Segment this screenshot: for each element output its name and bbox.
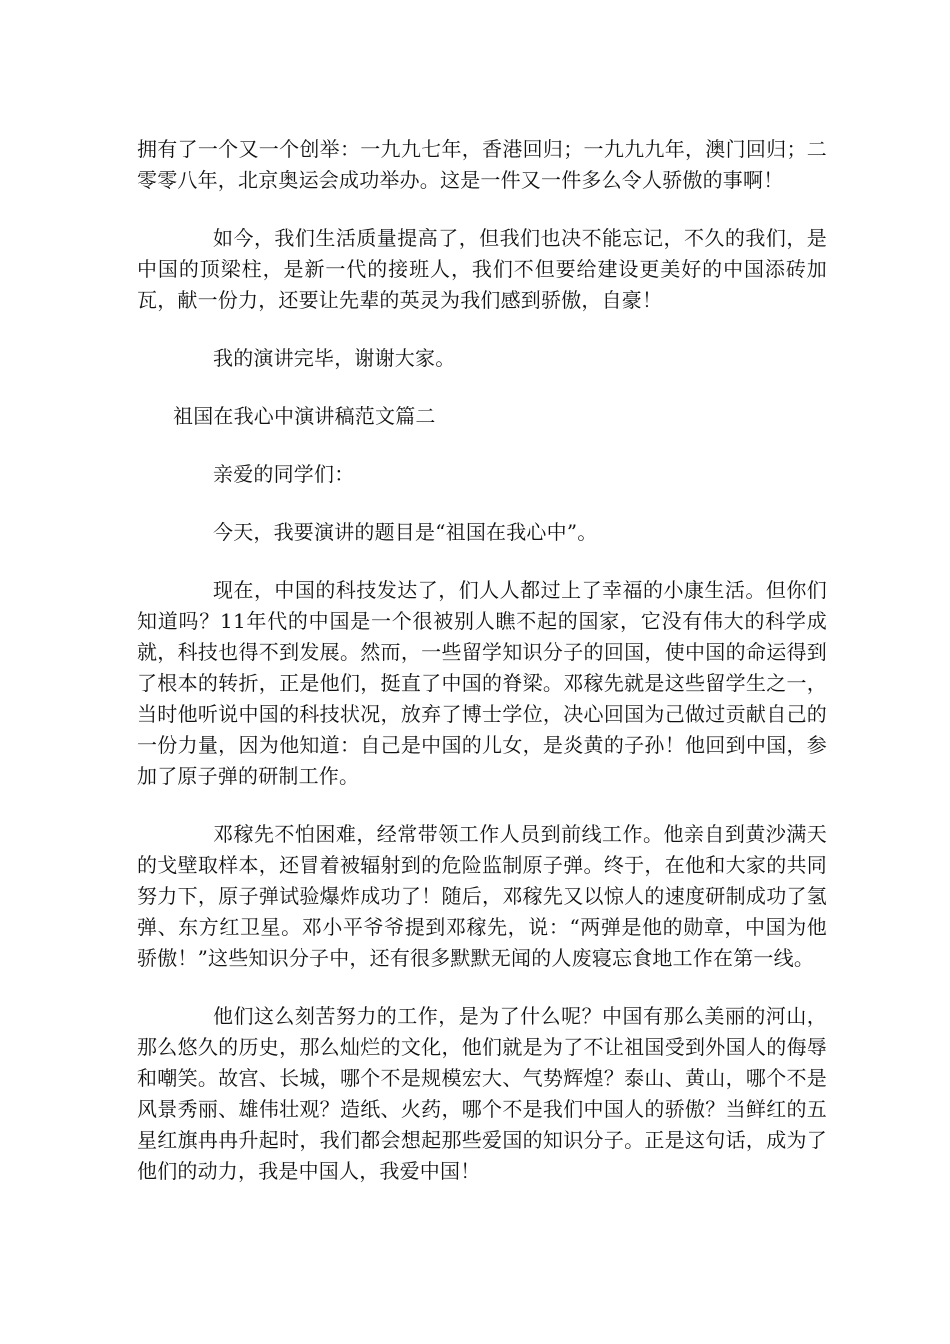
paragraph-2: 如今，我们生活质量提高了，但我们也决不能忘记，不久的我们，是中国的顶梁柱，是新一代的接班人，我们不但要给建设更美好的中国添砖加瓦，献一份力，还要让先辈的英灵为我们感到骄傲，自豪！: [137, 226, 827, 312]
paragraph-1: 拥有了一个又一个创举：一九九七年，香港回归；一九九九年，澳门回归；二零零八年，北京奥运会成功举办。这是一件又一件多么令人骄傲的事啊！: [137, 137, 827, 192]
paragraph-3: 我的演讲完毕，谢谢大家。: [213, 346, 456, 370]
paragraph-conclusion: 他们这么刻苦努力的工作，是为了什么呢？中国有那么美丽的河山，那么悠久的历史，那么灿烂的文化，他们就是为了不让祖国受到外国人的侮辱和嘲笑。故宫、长城，哪个不是规模宏大、气势辉煌？泰山、黄山，哪个不是风景秀丽、雄伟壮观？造纸、火药，哪个不是我们中国人的骄傲？当鲜红的五星红旗冉冉升起时，我们都会想起那些爱国的知识分子。正是这句话，成为了他们的动力，我是中国人，我爱中国！: [137, 1004, 827, 1183]
section-title: 祖国在我心中演讲稿范文篇二: [173, 404, 436, 428]
paragraph-deng-jiaxian: 邓稼先不怕困难，经常带领工作人员到前线工作。他亲自到黄沙满天的戈壁取样本，还冒着被辐射到的危险监制原子弹。终于，在他和大家的共同努力下，原子弹试验爆炸成功了！随后，邓稼先又以惊人的速度研制成功了氢弹、东方红卫星。邓小平爷爷提到邓稼先，说：“两弹是他的勋章，中国为他骄傲！”这些知识分子中，还有很多默默无闻的人废寝忘食地工作在第一线。: [137, 822, 827, 970]
salutation: 亲爱的同学们：: [213, 462, 355, 486]
document-body: [137, 134, 827, 1214]
paragraph-science: 现在，中国的科技发达了，们人人都过上了幸福的小康生活。但你们知道吗？11年代的中国是一个很被别人瞧不起的国家，它没有伟大的科学成就，科技也得不到发展。然而，一些留学知识分子的回国，使中国的命运得到了根本的转折，正是他们，挺直了中国的脊梁。邓稼先就是这些留学生之一，当时他听说中国的科技状况，放弃了博士学位，决心回国为己做过贡献自己的一份力量，因为他知道：自己是中国的儿女，是炎黄的子孙！他回到中国，参加了原子弹的研制工作。: [137, 578, 827, 788]
paragraph-topic: 今天，我要演讲的题目是“祖国在我心中”。: [213, 520, 598, 544]
